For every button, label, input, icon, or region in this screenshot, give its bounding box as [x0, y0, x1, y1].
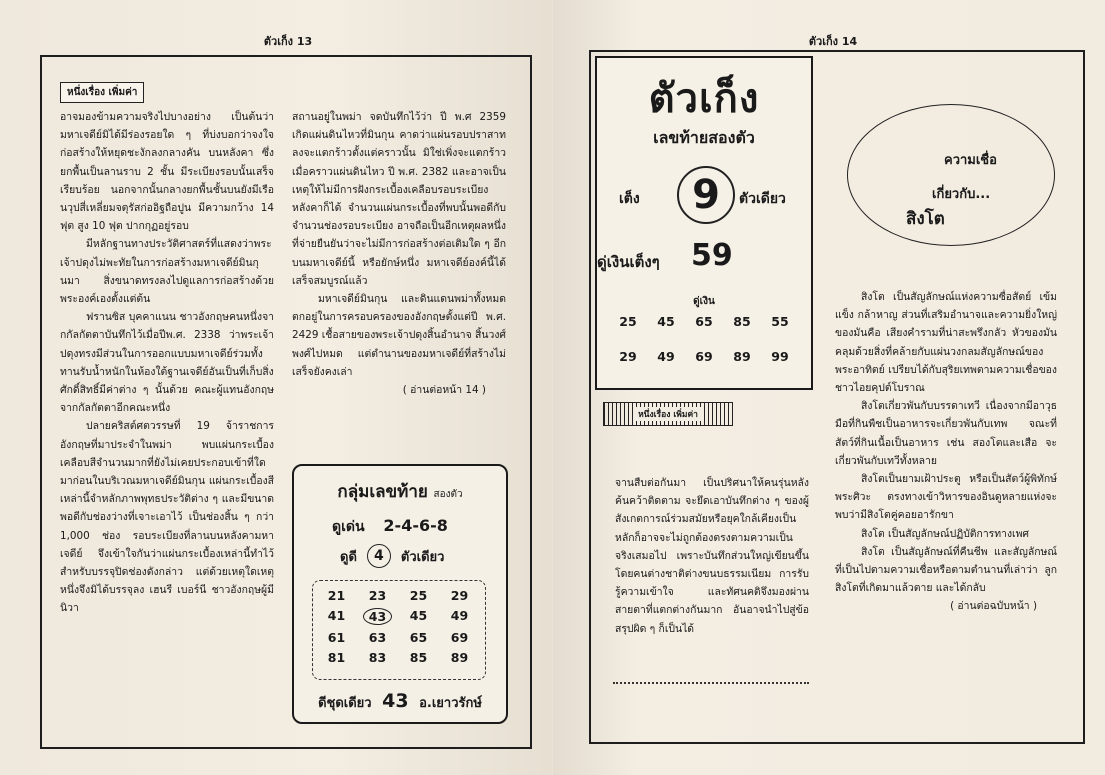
number-cell: 69	[450, 630, 469, 645]
number-cell: 63	[368, 630, 387, 645]
oval-line-3: สิงโต	[906, 209, 945, 229]
oval-title	[847, 104, 1055, 246]
number-cell: 99	[771, 349, 789, 364]
masthead-title: ตัวเก็ง	[648, 76, 760, 122]
continued-note: ( อ่านต่อหน้า 14 )	[402, 384, 486, 397]
number-cell: 55	[771, 314, 789, 329]
paragraph: จานสืบต่อกันมา เป็นปริศนาให้คนรุ่นหลังค้นคว้าติดตาม จะยึดเอาบันทึกต่าง ๆ ของผู้สังเกตการณ์ร่วมสมัยหรือยุคใกล้เคียงเป็นหลักก็อาจจะไม่ถูกต้องตรงตามความเป็นจริงเสมอไป เพราะบันทึกส่วนใหญ่เขียนขึ้นโดยคนต่างชาติต่างขนบธรรมเนียม การรับรู้ความเข้าใจ และทัศนคติจึงมองผ่านสายตาที่แตกต่างกันมาก อันอาจนำไปสู่ข้อสรุปผิด ๆ ก็เป็นได้	[615, 477, 809, 635]
number-cell: 45	[409, 608, 428, 623]
lead-label: ดูเด่น	[332, 519, 365, 535]
paragraph: สิงโตเกี่ยวพันกับบรรดาเทวี เนื่องจากมีอาวุธมือที่กินพืชเป็นอาหารจะเกี่ยวพันกับเทพ จณะที่สัตว์ที่กินเนื้อเป็นอาหาร เช่น สองโตและเสือ จะเกี่ยวพันกับเทวีทั้งหลาย	[835, 400, 1057, 467]
single-number: 4	[367, 544, 391, 568]
right-column	[835, 288, 1057, 748]
number-cell: 41	[327, 608, 346, 623]
number-cell: 23	[368, 588, 387, 603]
pair-number: 59	[691, 238, 733, 273]
page-label-left: ตัวเก็ง 13	[263, 35, 313, 48]
right-page	[553, 0, 1105, 775]
big-label-left: เต็ง	[619, 191, 640, 207]
section-title-right: หนึ่งเรื่อง เพิ่มค่า	[635, 407, 701, 421]
number-grid	[316, 588, 480, 665]
left-column-2	[292, 108, 506, 448]
number-cell: 89	[733, 349, 751, 364]
number-cell: 43	[363, 608, 392, 625]
paragraph: ฟรานซิส บุคคาแนน ชาวอังกฤษคนหนึ่งจากกัลกัตตาบันทึกไว้เมื่อปีพ.ศ. 2338 ว่าพระเจ้าปดุงทรงมีส่วนในการออกแบบมหาเจดีย์ร่วมทั้งทานรับน้ำหนักในห้องใต้ฐานเจดีย์อันเป็นที่เก็บสิ่งศักดิ์สิทธิ์มีค่าต่าง ๆ นั้นด้วย คณะผู้แทนอังกฤษจากกัลกัตตาอีกคณะหนึ่ง	[60, 311, 274, 415]
small-row-2	[609, 349, 799, 364]
paragraph: สิงโต เป็นสัญลักษณ์ปฏิบัติการทางเพศ	[861, 527, 1030, 540]
number-cell: 81	[327, 650, 346, 665]
number-cell: 89	[450, 650, 469, 665]
footer-author: อ.เยาวรักษ์	[419, 696, 482, 711]
number-cell: 29	[450, 588, 469, 603]
box-title-suffix: สองตัว	[433, 489, 463, 500]
bleed-through	[803, 60, 1043, 100]
number-cell: 83	[368, 650, 387, 665]
left-page	[0, 0, 552, 775]
footer-label: ดีชุดเดียว	[318, 696, 372, 711]
number-cell: 65	[695, 314, 713, 329]
number-cell: 29	[619, 349, 637, 364]
paragraph: อาจมองข้ามความจริงไปบางอย่าง เป็นต้นว่า มหาเจดีย์มิได้มีร่องรอยใด ๆ ที่บ่งบอกว่าจงใจก่อสร้างให้หยุดชะงักลงกลางคัน บนหลังคา ซึ่งยกพื้นเป็นลานราบ 2 ชั้น มีระเบียงรอบนั้นเสร็จเรียบร้อย นอกจากนั้นกลางยกพื้นชั้นบนยังมีเรือนวุปสี่เหลี่ยมจตุรัสก่ออิฐถือปูน มีความกว้าง 14 ฟุต สูง 10 ฟุต ปากกุฏอยู่รอบ	[60, 111, 274, 233]
number-cell: 85	[733, 314, 751, 329]
lottery-box-left	[292, 464, 508, 724]
small-row-1	[609, 314, 799, 329]
number-cell: 21	[327, 588, 346, 603]
masthead-box	[595, 56, 813, 390]
oval-line-1: ความเชื่อ	[944, 153, 997, 168]
number-cell: 61	[327, 630, 346, 645]
number-cell: 69	[695, 349, 713, 364]
paragraph: สถานอยู่ในพม่า จดบันทึกไว้ว่า ปี พ.ศ 2359 เกิดแผ่นดินไหวที่มินกุน คาดว่าแผ่นรอบปราสาทลงจะแตกร้าวตั้งแต่คราวนั้น มิใช่เพิ่งจะแตกร้าวเมื่อคราวแผ่นดินไหว ปี พ.ศ. 2382 และอาจเป็นเหตุให้ไม่มีการฝังกระเบื้องเคลือบรอบระเบียงหลังคาก็ได้ จำนวนแผ่นกระเบื้องที่พบนั้นพอดีกับจำนวนช่องรอบระเบียง อาจถือเป็นอีกเหตุผลหนึ่งที่จ่ายยืนยันว่าจะไม่มีการก่อสร้างต่อเติมใด ๆ อีกบนมหาเจดีย์นี้ หรือยักษ์หนึ่ง มหาเจดีย์องค์นี้ได้เสร็จสมบูรณ์แล้ว	[292, 111, 506, 287]
section-title-left: หนึ่งเรื่อง เพิ่มค่า	[60, 82, 144, 103]
footer-number: 43	[382, 690, 409, 712]
oval-line-2: เกี่ยวกับ...	[932, 187, 991, 202]
small-label: ดู่เงิน	[693, 296, 715, 307]
pair-label: ดู่เงินเต็งๆ	[597, 253, 660, 271]
dotted-divider	[613, 682, 809, 684]
lower-left-text	[615, 474, 809, 654]
box-title: กลุ่มเลขท้าย	[337, 482, 428, 502]
single-suffix: ตัวเดียว	[400, 549, 445, 565]
number-cell: 49	[657, 349, 675, 364]
paragraph: มีหลักฐานทางประวัติศาสตร์ที่แสดงว่าพระเจ้าปดุงไม่พะทัยในการก่อสร้างมหาเจดีย์มินกุนมา สิ่งขนาดทรงลงไปดูแลการก่อสร้างด้วยพระองค์เองตั้งแต่ต้น	[60, 238, 274, 306]
single-label: ดูดี	[340, 549, 357, 565]
number-cell: 25	[409, 588, 428, 603]
masthead-subtitle: เลขท้ายสองตัว	[653, 128, 755, 147]
paragraph: สิงโต เป็นสัญลักษณ์ที่คืนชีพ และสัญลักษณ์ที่เป็นไปตามความเชื่อหรือตามตำนานที่เล่าว่า ลูกสิงโตที่เกิดมาแล้วตาย และได้กลับ	[835, 545, 1057, 595]
paragraph: ปลายคริสต์ศตวรรษที่ 19 จ้าราชการอังกฤษที่มาประจำในพม่า พบแผ่นกระเบื้องเคลือบสีจำนวนมากที่ยังไม่เคยประกอบเข้าที่ใดมาก่อนในบริเวณมหาเจดีย์มินกุน แผ่นกระเบื้องสีเหล่านี้จำหลักภาพพุทธประวัติต่าง ๆ และมีขนาดพอดีกับช่องว่างที่เจาะเอาไว้ เป็นช่องสิ้น ๆ กว่า 1,000 ช่อง รอบระเบียงที่ลานบนหลังคามหาเจดีย์ จึงเข้าใจกันว่าแผ่นกระเบื้องเหล่านี้ทำไว้สำหรับบรรจุปิดช่องดังกล่าว แต่ด้วยเหตุใดเหตุหนึ่งจึงมิได้บรรจุลง เฮนรี เบอร์นี ชาวอังกฤษผู้มีนิวา	[60, 420, 274, 615]
paragraph: สิงโต เป็นสัญลักษณ์แห่งความซื่อสัตย์ เข้มแข็ง กล้าหาญ ส่วนที่เสริมอำนาจและความยิ่งใหญ่ของมันคือ เสียงคำรามที่น่าสะพรึงกลัว หัวของมันคลุมด้วยสิ่งที่คล้ายกับแผ่นวงกลมสัญลักษณ์ของพระอาทิตย์ เปรียบได้กับสุริยเทพตามความเชื่อของชาวไอยคุปต์โบราณ	[835, 291, 1057, 395]
page-label-right: ตัวเก็ง 14	[808, 35, 858, 48]
section-header-striped	[603, 402, 733, 426]
number-cell: 65	[409, 630, 428, 645]
big-number: 9	[677, 166, 735, 224]
continued-note: ( อ่านต่อฉบับหน้า )	[950, 600, 1037, 613]
big-label-right: ตัวเดียว	[739, 191, 786, 207]
number-cell: 85	[409, 650, 428, 665]
paragraph: สิงโตเป็นยามเฝ้าประตู หรือเป็นสัตว์ผู้พิทักษ์พระศิวะ ตรงทางเข้าวิหารของอินดูหลายแห่งจะพบว่ามีสิงโตคู่คอยอารักขา	[835, 473, 1057, 522]
number-cell: 25	[619, 314, 637, 329]
lead-value: 2-4-6-8	[383, 516, 448, 535]
number-cell: 49	[450, 608, 469, 623]
paragraph: มหาเจดีย์มินกุน และดินแดนพม่าทั้งหมดตกอยู่ในการครอบครองของอังกฤษตั้งแต่ปี พ.ศ. 2429 เชื้อสายของพระเจ้าปดุงสิ้นอำนาจ สิ้นวงศ์พงศ์ไปหมด แต่ตำนานของมหาเจดีย์ที่สร้างไม่เสร็จยังคงเล่า	[292, 293, 506, 378]
number-cell: 45	[657, 314, 675, 329]
left-column-1	[60, 108, 274, 748]
